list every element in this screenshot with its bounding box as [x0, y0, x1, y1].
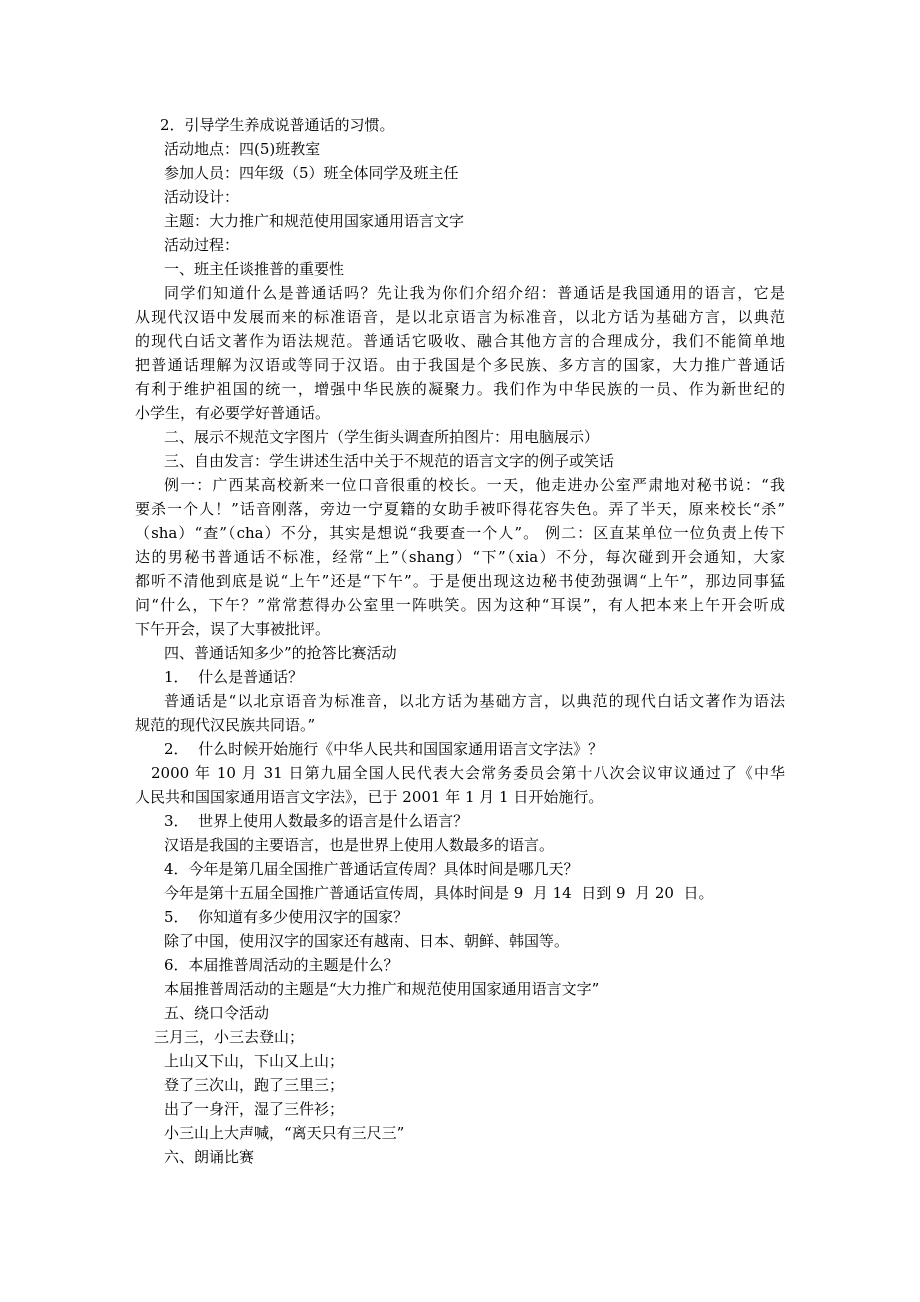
activity-design-heading: 活动设计：	[164, 188, 240, 206]
goal-line-2: 2．引导学生养成说普通话的习惯。	[160, 116, 395, 134]
section-6-heading: 六、朗诵比赛	[164, 1148, 255, 1166]
paragraph-line: 从现代汉语中发展而来的标准语音，是以北京语言为标准音，以北方话为基础方言，以典范	[135, 308, 785, 326]
answer-2-line: 人民共和国国家通用语言文字法》，已于 2001 年 1 月 1 日开始施行。	[135, 788, 604, 806]
tongue-twister-line: 小三山上大声喊，“离天只有三尺三”	[164, 1124, 405, 1142]
section-1-heading: 一、班主任谈推普的重要性	[164, 260, 345, 278]
tongue-twister-line: 上山又下山，下山又上山；	[164, 1052, 345, 1070]
answer-2-line: 2000 年 10 月 31 日第九届全国人民代表大会常务委员会第十八次会议审议通过了《中华	[151, 764, 785, 782]
activity-process-heading: 活动过程：	[164, 236, 240, 254]
section-4-heading: 四、普通话知多少”的抢答比赛活动	[164, 644, 397, 662]
answer-6: 本届推普周活动的主题是“大力推广和规范使用国家通用语言文字”	[164, 980, 600, 998]
question-1: 1． 什么是普通话？	[164, 668, 304, 686]
answer-1-line: 普通话是“以北京语音为标准音，以北方话为基础方言，以典范的现代白话文著作为语法	[164, 692, 785, 710]
paragraph-line: 有利于维护祖国的统一，增强中华民族的凝聚力。我们作为中华民族的一员、作为新世纪的	[135, 380, 785, 398]
section-2-heading: 二、展示不规范文字图片（学生街头调查所拍图片：用电脑展示）	[164, 428, 600, 446]
answer-3: 汉语是我国的主要语言，也是世界上使用人数最多的语言。	[164, 836, 555, 854]
example-line: 达的男秘书普通话不标准，经常“上”（shang）“下”（xia）不分，每次碰到开会通知，大家	[135, 548, 785, 566]
answer-1-line: 规范的现代汉民族共同语。”	[135, 716, 316, 734]
answer-5: 除了中国，使用汉字的国家还有越南、日本、朝鲜、韩国等。	[164, 932, 570, 950]
tongue-twister-line: 登了三次山，跑了三里三；	[164, 1076, 345, 1094]
question-4: 4．今年是第几届全国推广普通话宣传周？具体时间是哪几天？	[164, 860, 579, 878]
theme-line: 主题：大力推广和规范使用国家通用语言文字	[164, 212, 465, 230]
paragraph-line: 把普通话理解为汉语或等同于汉语。由于我国是个多民族、多方言的国家，大力推广普通话	[135, 356, 785, 374]
activity-location: 活动地点：四(5)班教室	[164, 140, 321, 158]
question-3: 3． 世界上使用人数最多的语言是什么语言？	[164, 812, 469, 830]
tongue-twister-line: 出了一身汗，湿了三件衫；	[164, 1100, 345, 1118]
tongue-twister-line: 三月三，小三去登山；	[154, 1028, 305, 1046]
example-line: 都听不清他到底是说“上午”还是“下午”。于是便出现这边秘书使劲强调“上午”，那边同事猛	[135, 572, 785, 590]
paragraph-line: 的现代白话文著作为语法规范。普通话它吸收、融合其他方言的合理成分，我们不能简单地	[135, 332, 785, 350]
question-5: 5． 你知道有多少使用汉字的国家？	[164, 908, 409, 926]
paragraph-line: 同学们知道什么是普通话吗？先让我为你们介绍介绍：普通话是我国通用的语言，它是	[164, 284, 785, 302]
answer-4: 今年是第十五届全国推广普通话宣传周，具体时间是 9 月 14 日到 9 月 20 日。	[164, 884, 714, 902]
question-2: 2． 什么时候开始施行《中华人民共和国国家通用语言文字法》？	[164, 740, 604, 758]
example-line: 下午开会，误了大事被批评。	[135, 620, 331, 638]
participants: 参加人员：四年级（5）班全体同学及班主任	[164, 164, 459, 182]
question-6: 6．本届推普周活动的主题是什么？	[164, 956, 399, 974]
section-5-heading: 五、绕口令活动	[164, 1004, 270, 1022]
example-line: 要杀一个人！”话音刚落，旁边一宁夏籍的女助手被吓得花容失色。弄了半天，原来校长“杀”	[135, 500, 785, 518]
paragraph-line: 小学生，有必要学好普通话。	[135, 404, 331, 422]
example-line: 例一：广西某高校新来一位口音很重的校长。一天，他走进办公室严肃地对秘书说：“我	[164, 476, 785, 494]
example-line: （sha）“查”（cha）不分，其实是想说“我要查一个人”。 例二：区直某单位一位负责上传下	[135, 524, 785, 542]
section-3-heading: 三、自由发言：学生讲述生活中关于不规范的语言文字的例子或笑话	[164, 452, 615, 470]
example-line: 问“什么，下午？”常常惹得办公室里一阵哄笑。因为这种“耳误”，有人把本来上午开会听成	[135, 596, 785, 614]
